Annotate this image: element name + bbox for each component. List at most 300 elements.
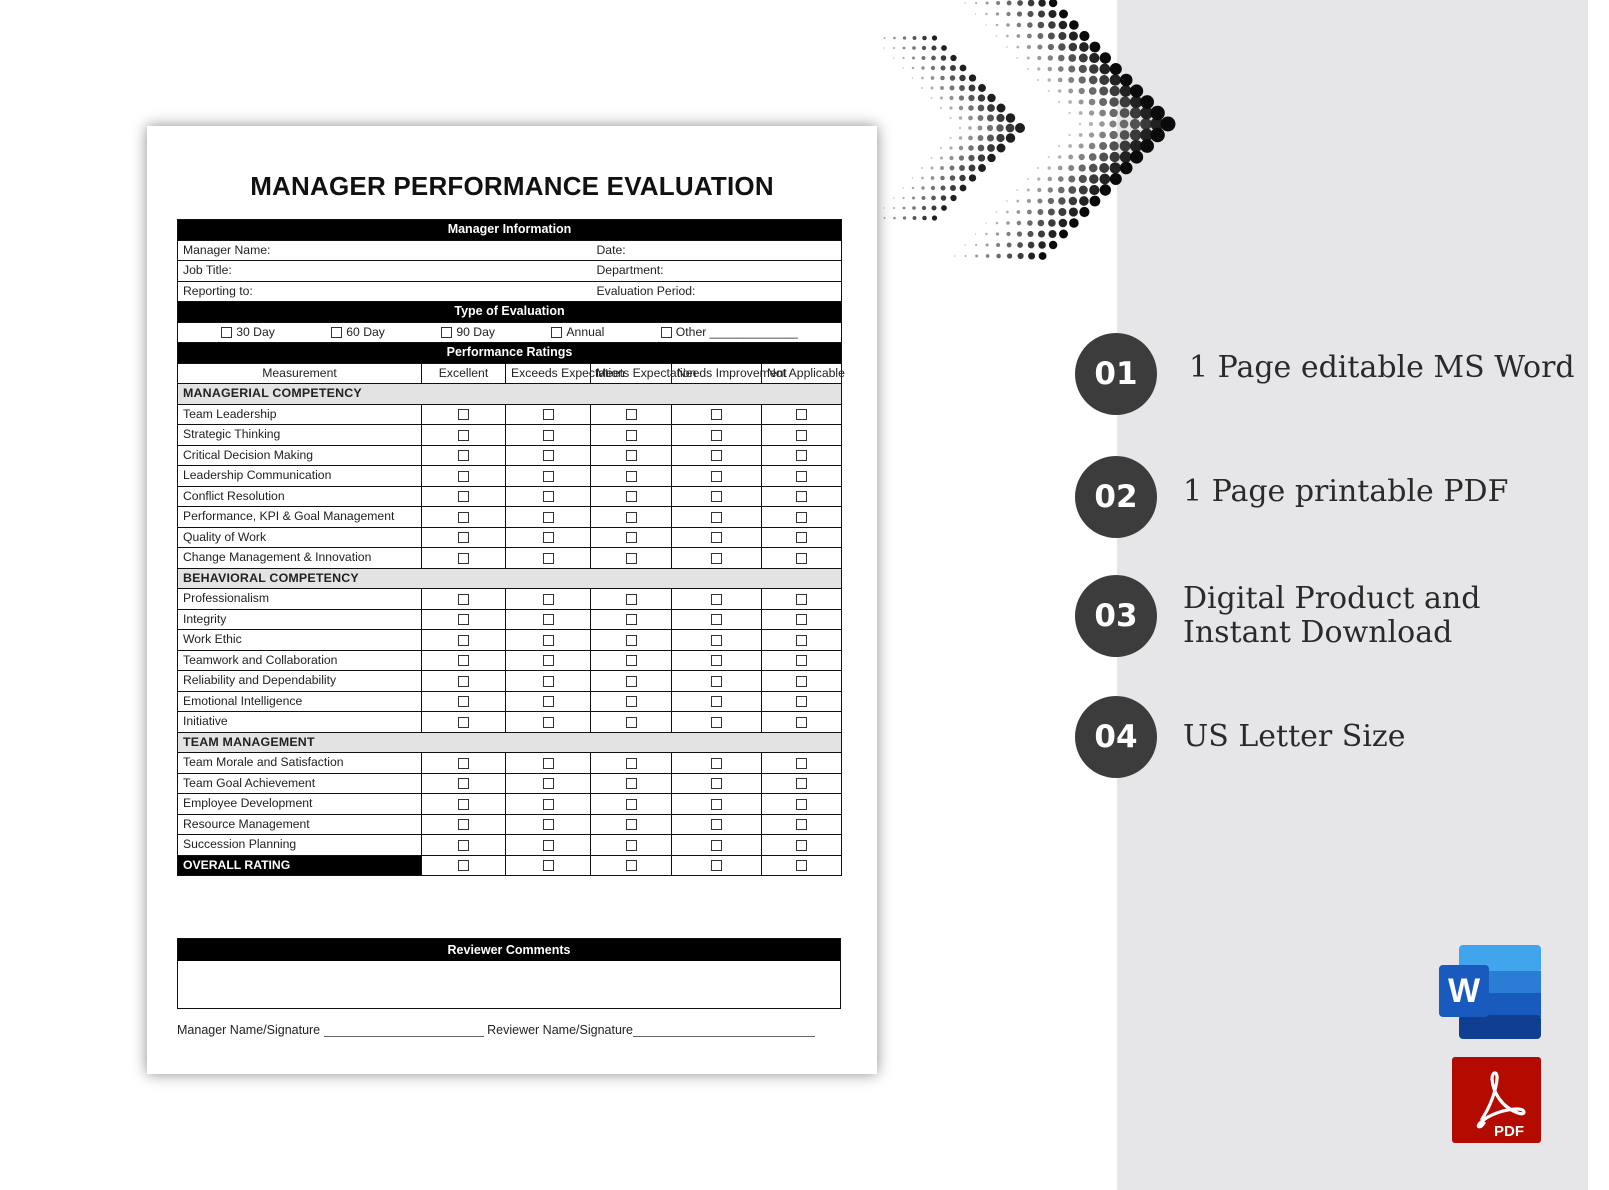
decoration-dot	[941, 205, 947, 211]
document-page	[147, 126, 877, 1074]
decoration-dot	[987, 114, 994, 121]
option-60-day[interactable]	[331, 323, 385, 342]
decoration-dot	[1140, 95, 1154, 109]
decoration-dot	[1016, 189, 1018, 191]
rating-cell	[672, 650, 762, 671]
checkbox[interactable]	[458, 430, 469, 441]
checkbox[interactable]	[551, 327, 562, 338]
decoration-dot	[1006, 113, 1015, 122]
checkbox[interactable]	[626, 819, 637, 830]
decoration-dot	[1017, 210, 1021, 214]
decoration-dot	[959, 75, 965, 81]
decoration-dot	[1100, 52, 1111, 63]
checkbox[interactable]	[458, 840, 469, 851]
decoration-dot	[959, 146, 963, 150]
decoration-dot	[941, 45, 947, 51]
decoration-dot	[1068, 144, 1072, 148]
decoration-dot	[1109, 131, 1117, 139]
checkbox[interactable]	[458, 532, 469, 543]
option-30-day[interactable]	[221, 323, 275, 342]
rating-cell	[422, 671, 506, 692]
decoration-dot	[949, 156, 953, 160]
checkbox[interactable]	[543, 655, 554, 666]
checkbox[interactable]	[626, 696, 637, 707]
decoration-dot	[986, 254, 990, 258]
rating-cell	[762, 548, 842, 569]
reporting-to-field[interactable]: Reporting to:	[178, 281, 591, 302]
decoration-dot	[931, 56, 936, 61]
decoration-dot	[1099, 75, 1109, 85]
checkbox[interactable]	[543, 799, 554, 810]
decoration-dot	[986, 1, 989, 4]
decoration-dot	[1058, 43, 1065, 50]
checkbox[interactable]	[796, 471, 807, 482]
checkbox[interactable]	[458, 614, 469, 625]
rating-cell	[422, 650, 506, 671]
decoration-dot	[884, 37, 886, 39]
decoration-dot	[1027, 178, 1029, 180]
decoration-dot	[902, 67, 904, 69]
checkbox[interactable]	[626, 799, 637, 810]
checkbox[interactable]	[543, 819, 554, 830]
decoration-dot	[987, 104, 995, 112]
decoration-dot	[1150, 106, 1164, 120]
checkbox[interactable]	[711, 635, 722, 646]
decoration-dot	[978, 164, 986, 172]
decoration-dot	[1007, 1, 1012, 6]
decoration-dot	[922, 46, 926, 50]
checkbox[interactable]	[626, 860, 637, 871]
checkbox[interactable]	[458, 778, 469, 789]
checkbox[interactable]	[543, 450, 554, 461]
rating-cell	[762, 753, 842, 774]
rating-cell	[591, 814, 672, 835]
decoration-dot	[949, 137, 951, 139]
rating-cell	[422, 835, 506, 856]
checkbox[interactable]	[543, 696, 554, 707]
decoration-dot	[1099, 121, 1105, 127]
decoration-dot	[1006, 133, 1015, 142]
checkbox[interactable]	[796, 614, 807, 625]
decoration-dot	[1068, 186, 1076, 194]
rating-cell	[672, 548, 762, 569]
checkbox[interactable]	[458, 860, 469, 871]
checkbox[interactable]	[626, 614, 637, 625]
decoration-dot	[996, 1, 1000, 5]
rating-cell	[672, 507, 762, 528]
decoration-dot	[912, 56, 915, 59]
checkbox[interactable]	[626, 635, 637, 646]
date-field[interactable]: Date:	[591, 240, 842, 261]
checkbox[interactable]	[711, 553, 722, 564]
checkbox[interactable]	[711, 512, 722, 523]
feature-item	[1075, 575, 1503, 657]
checkbox[interactable]	[626, 430, 637, 441]
decoration-dot	[1079, 76, 1086, 83]
checkbox[interactable]	[796, 758, 807, 769]
reviewer-signature-field[interactable]	[633, 1024, 815, 1037]
rating-cell	[591, 630, 672, 651]
checkbox[interactable]	[711, 450, 722, 461]
decoration-dot	[921, 167, 923, 169]
decoration-dot	[1048, 55, 1053, 60]
decoration-dot	[922, 216, 927, 221]
decoration-dot	[959, 136, 962, 139]
decoration-dot	[1109, 109, 1117, 117]
department-field[interactable]: Department:	[591, 261, 842, 282]
decoration-dot	[1048, 33, 1055, 40]
decoration-dot	[1006, 124, 1015, 133]
decoration-dot	[1120, 162, 1133, 175]
rating-cell	[506, 630, 591, 651]
checkbox[interactable]	[661, 327, 672, 338]
rating-cell	[591, 794, 672, 815]
decoration-dot	[1038, 22, 1045, 29]
decoration-dot	[975, 244, 977, 246]
decoration-dot	[1058, 187, 1065, 194]
checkbox[interactable]	[626, 532, 637, 543]
decoration-dot	[1006, 35, 1009, 38]
checkbox[interactable]	[543, 717, 554, 728]
checkbox[interactable]	[796, 532, 807, 543]
checkbox[interactable]	[711, 430, 722, 441]
decoration-dot	[959, 155, 964, 160]
option-label: 90 Day	[456, 324, 495, 339]
checkbox[interactable]	[626, 758, 637, 769]
decoration-dot	[1068, 176, 1075, 183]
rating-cell	[506, 691, 591, 712]
option-other[interactable]	[661, 323, 798, 342]
checkbox[interactable]	[796, 430, 807, 441]
rating-cell	[591, 835, 672, 856]
decoration-dot	[987, 94, 995, 102]
rating-cell	[422, 794, 506, 815]
decoration-dot	[969, 174, 976, 181]
decoration-dot	[1006, 200, 1008, 202]
decoration-dot	[985, 233, 987, 235]
decoration-dot	[932, 35, 937, 40]
decoration-dot	[985, 13, 987, 15]
checkbox[interactable]	[458, 758, 469, 769]
checkbox[interactable]	[441, 327, 452, 338]
decoration-dot	[996, 134, 1004, 142]
checkbox[interactable]	[796, 696, 807, 707]
checkbox[interactable]	[796, 655, 807, 666]
rating-cell	[762, 466, 842, 487]
checkbox[interactable]	[543, 471, 554, 482]
rating-cell	[422, 507, 506, 528]
decoration-dot	[1068, 134, 1070, 136]
manager-signature-field[interactable]	[324, 1024, 484, 1037]
rating-cell	[422, 609, 506, 630]
option-90-day[interactable]	[441, 323, 495, 342]
checkbox[interactable]	[458, 512, 469, 523]
rating-cell	[506, 794, 591, 815]
decoration-dot	[1058, 101, 1060, 103]
decoration-dot	[893, 217, 896, 220]
checkbox[interactable]	[221, 327, 232, 338]
job-title-field[interactable]: Job Title:	[178, 261, 591, 282]
overall-rating-label: OVERALL RATING	[178, 855, 422, 876]
checkbox[interactable]	[543, 553, 554, 564]
decoration-dot	[985, 222, 987, 224]
checkbox[interactable]	[711, 655, 722, 666]
checkbox[interactable]	[543, 758, 554, 769]
checkbox[interactable]	[711, 840, 722, 851]
decoration-dot	[1048, 177, 1052, 181]
decoration-dot	[1079, 175, 1087, 183]
decoration-dot	[1069, 43, 1078, 52]
rating-cell	[762, 691, 842, 712]
rating-cell	[591, 691, 672, 712]
decoration-dot	[1028, 253, 1035, 260]
checkbox[interactable]	[458, 491, 469, 502]
decoration-dot	[931, 66, 935, 70]
checkbox[interactable]	[458, 676, 469, 687]
decoration-dot	[1016, 57, 1018, 59]
decoration-dot	[1048, 90, 1050, 92]
decoration-dot	[1120, 97, 1131, 108]
checkbox[interactable]	[543, 614, 554, 625]
rating-cell	[422, 425, 506, 446]
decoration-dot	[1089, 53, 1099, 63]
decoration-dot	[968, 155, 974, 161]
rating-cell	[591, 650, 672, 671]
decoration-dot	[1068, 66, 1075, 73]
decoration-dot	[996, 12, 999, 15]
checkbox[interactable]	[796, 635, 807, 646]
decoration-dot	[1007, 243, 1012, 248]
checkbox[interactable]	[796, 676, 807, 687]
decoration-dot	[996, 254, 1001, 259]
decoration-dot	[1079, 196, 1089, 206]
decoration-dot	[1017, 0, 1023, 6]
word-icon-letter: W	[1447, 972, 1481, 1010]
decoration-dot	[1109, 97, 1118, 106]
checkbox[interactable]	[543, 594, 554, 605]
checkbox[interactable]	[626, 676, 637, 687]
checkbox[interactable]	[458, 696, 469, 707]
checkbox[interactable]	[543, 491, 554, 502]
rating-cell	[591, 589, 672, 610]
checkbox[interactable]	[543, 635, 554, 646]
checkbox[interactable]	[458, 471, 469, 482]
checkbox[interactable]	[711, 799, 722, 810]
rating-cell	[672, 445, 762, 466]
evaluation-type-options	[178, 322, 842, 343]
rating-cell	[591, 753, 672, 774]
checkbox[interactable]	[458, 799, 469, 810]
checkbox[interactable]	[796, 717, 807, 728]
column-header-exceeds: Exceeds Expectation	[506, 363, 591, 384]
checkbox[interactable]	[711, 758, 722, 769]
decoration-dot	[1089, 99, 1096, 106]
decoration-dot	[1079, 111, 1083, 115]
decoration-dot	[921, 66, 924, 69]
checkbox[interactable]	[543, 409, 554, 420]
decoration-dot	[912, 77, 914, 79]
decoration-dot	[1089, 87, 1097, 95]
rating-cell	[672, 404, 762, 425]
decoration-dot	[1079, 143, 1084, 148]
checkbox[interactable]	[711, 696, 722, 707]
decoration-dot	[883, 207, 885, 209]
rating-cell	[672, 794, 762, 815]
decoration-dot	[1048, 21, 1056, 29]
decoration-dot	[964, 2, 966, 4]
rating-row	[178, 773, 842, 794]
checkbox[interactable]	[626, 594, 637, 605]
decoration-dot	[903, 207, 906, 210]
rating-item-label: Emotional Intelligence	[178, 691, 422, 712]
feature-text: 1 Page editable MS Word	[1189, 350, 1575, 385]
checkbox[interactable]	[626, 450, 637, 461]
checkbox[interactable]	[626, 778, 637, 789]
decoration-dot	[1089, 122, 1093, 126]
rating-cell	[422, 753, 506, 774]
feature-item	[1075, 333, 1609, 415]
checkbox[interactable]	[796, 409, 807, 420]
decoration-dot	[1099, 98, 1107, 106]
checkbox[interactable]	[711, 532, 722, 543]
rating-item-label: Leadership Communication	[178, 466, 422, 487]
checkbox[interactable]	[796, 491, 807, 502]
decoration-dot	[921, 186, 924, 189]
decoration-dot	[922, 196, 926, 200]
rating-cell	[672, 609, 762, 630]
rating-cell	[762, 794, 842, 815]
checkbox[interactable]	[543, 860, 554, 871]
checkbox[interactable]	[626, 512, 637, 523]
decoration-dot	[996, 243, 1000, 247]
category-row	[178, 732, 842, 753]
checkbox[interactable]	[626, 491, 637, 502]
checkbox[interactable]	[796, 860, 807, 871]
checkbox[interactable]	[711, 471, 722, 482]
checkbox[interactable]	[711, 614, 722, 625]
checkbox[interactable]	[796, 512, 807, 523]
checkbox[interactable]	[543, 676, 554, 687]
decoration-dot	[1099, 174, 1110, 185]
rating-row	[178, 814, 842, 835]
checkbox[interactable]	[711, 491, 722, 502]
checkbox[interactable]	[711, 594, 722, 605]
checkbox[interactable]	[458, 635, 469, 646]
checkbox[interactable]	[796, 840, 807, 851]
checkbox[interactable]	[711, 860, 722, 871]
checkbox[interactable]	[626, 471, 637, 482]
evaluation-period-field[interactable]: Evaluation Period:	[591, 281, 842, 302]
checkbox[interactable]	[543, 512, 554, 523]
checkbox[interactable]	[543, 840, 554, 851]
decoration-dot	[968, 116, 973, 121]
checkbox[interactable]	[796, 450, 807, 461]
decoration-dot	[996, 211, 998, 213]
checkbox[interactable]	[796, 553, 807, 564]
decoration-dot	[949, 146, 952, 149]
rating-cell	[762, 712, 842, 733]
checkbox[interactable]	[796, 594, 807, 605]
checkbox[interactable]	[796, 778, 807, 789]
feature-number-badge: 04	[1075, 696, 1157, 778]
decoration-dot	[949, 96, 953, 100]
checkbox[interactable]	[711, 676, 722, 687]
checkbox[interactable]	[626, 717, 637, 728]
rating-row	[178, 425, 842, 446]
checkbox[interactable]	[458, 819, 469, 830]
category-label: TEAM MANAGEMENT	[178, 732, 842, 753]
rating-row	[178, 527, 842, 548]
decoration-dot	[1027, 231, 1033, 237]
checkbox[interactable]	[458, 655, 469, 666]
decoration-dot	[1079, 54, 1088, 63]
checkbox[interactable]	[543, 532, 554, 543]
rating-cell	[591, 773, 672, 794]
checkbox[interactable]	[543, 430, 554, 441]
checkbox[interactable]	[626, 840, 637, 851]
decoration-dot	[1090, 42, 1101, 53]
reviewer-comments-box[interactable]	[177, 938, 841, 1009]
checkbox[interactable]	[458, 717, 469, 728]
decoration-dot	[1068, 112, 1070, 114]
decoration-dot	[1090, 196, 1101, 207]
reviewer-signature-label: Reviewer Name/Signature	[487, 1023, 634, 1037]
reviewer-comments-header: Reviewer Comments	[178, 939, 840, 961]
decoration-dot	[968, 126, 972, 130]
decoration-dot	[930, 157, 932, 159]
decoration-dot	[1027, 11, 1033, 17]
word-icon	[1439, 945, 1541, 1039]
checkbox[interactable]	[626, 409, 637, 420]
checkbox[interactable]	[458, 409, 469, 420]
checkbox[interactable]	[711, 819, 722, 830]
checkbox[interactable]	[711, 409, 722, 420]
decoration-dot	[969, 74, 976, 81]
rating-cell	[506, 589, 591, 610]
checkbox[interactable]	[711, 778, 722, 789]
checkbox[interactable]	[331, 327, 342, 338]
rating-item-label: Professionalism	[178, 589, 422, 610]
rating-row	[178, 794, 842, 815]
decoration-dot	[940, 65, 945, 70]
checkbox[interactable]	[458, 594, 469, 605]
checkbox[interactable]	[626, 655, 637, 666]
decoration-dot	[969, 85, 976, 92]
rating-item-label: Integrity	[178, 609, 422, 630]
decoration-dot	[913, 36, 917, 40]
feature-text: 1 Page printable PDF	[1183, 474, 1509, 509]
checkbox[interactable]	[543, 778, 554, 789]
decoration-dot	[996, 24, 999, 27]
checkbox[interactable]	[458, 450, 469, 461]
rating-cell	[591, 507, 672, 528]
manager-name-field[interactable]: Manager Name:	[178, 240, 591, 261]
decoration-dot	[931, 45, 936, 50]
rating-cell	[672, 589, 762, 610]
decoration-dot	[1068, 89, 1073, 94]
column-header-meets: Meets Expectation	[591, 363, 672, 384]
decoration-dot	[1099, 142, 1107, 150]
checkbox[interactable]	[796, 799, 807, 810]
checkbox[interactable]	[458, 553, 469, 564]
checkbox[interactable]	[796, 819, 807, 830]
decoration-dot	[1079, 154, 1085, 160]
rating-cell	[672, 486, 762, 507]
checkbox[interactable]	[711, 717, 722, 728]
option-annual[interactable]	[551, 323, 604, 342]
checkbox[interactable]	[626, 553, 637, 564]
decoration-dot	[986, 243, 989, 246]
